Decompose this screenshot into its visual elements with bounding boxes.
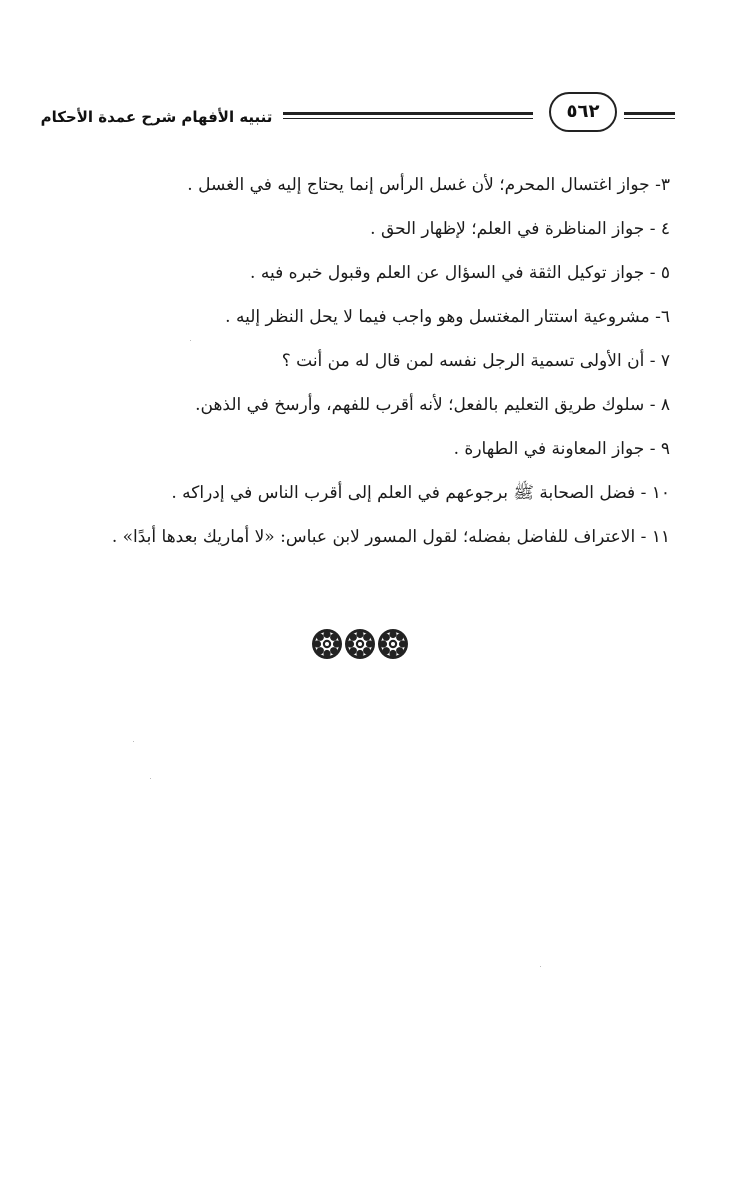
item-number: ٦- [655, 307, 670, 327]
item-text: أن الأولى تسمية الرجل نفسه لمن قال له من أنت ؟ [281, 351, 650, 371]
item-text: جواز توكيل الثقة في السؤال عن العلم وقبول خبره فيه . [250, 263, 650, 283]
item-text: مشروعية استتار المغتسل وهو واجب فيما لا يحل النظر إليه . [225, 307, 656, 327]
list-item [30, 515, 670, 559]
item-text: جواز المناظرة في العلم؛ لإظهار الحق . [370, 219, 650, 239]
item-number: ١١ - [640, 527, 670, 547]
list-item [30, 427, 670, 471]
item-text: الاعتراف للفاضل بفضله؛ لقول المسور لابن عباس: «لا أماريك بعدها أبدًا» . [111, 527, 641, 547]
item-number: ٩ - [649, 439, 670, 459]
list-item [30, 471, 670, 515]
item-number: ٤ - [649, 219, 670, 239]
header-rule-short [624, 112, 675, 121]
item-text: جواز اغتسال المحرم؛ لأن غسل الرأس إنما يحتاج إليه في الغسل . [187, 175, 656, 195]
item-number: ١٠ - [640, 483, 670, 503]
rosette-icon [344, 628, 376, 660]
item-text: سلوك طريق التعليم بالفعل؛ لأنه أقرب للفهم، وأرسخ في الذهن. [195, 395, 650, 415]
item-number: ٨ - [649, 395, 670, 415]
rosette-icon [377, 628, 409, 660]
section-end-ornament [311, 628, 409, 662]
list-item [30, 251, 670, 295]
page-number: ٥٦٢ [549, 92, 617, 132]
item-text: جواز المعاونة في الطهارة . [453, 439, 650, 459]
header-rule-long [283, 112, 533, 121]
list-item [30, 163, 670, 207]
scan-speck [190, 340, 191, 341]
scan-speck [150, 778, 151, 779]
scan-speck [540, 966, 541, 967]
list-item [30, 295, 670, 339]
scan-speck [133, 741, 134, 742]
running-head-title: تنبيه الأفهام شرح عمدة الأحكام [40, 108, 273, 126]
item-text: فضل الصحابة ﷺ برجوعهم في العلم إلى أقرب الناس في إدراكه . [171, 483, 641, 503]
list-item [30, 207, 670, 251]
list-item [30, 339, 670, 383]
benefits-list [30, 163, 670, 559]
item-number: ٧ - [649, 351, 670, 371]
item-number: ٥ - [649, 263, 670, 283]
rosette-icon [311, 628, 343, 660]
list-item [30, 383, 670, 427]
item-number: ٣- [655, 175, 670, 195]
